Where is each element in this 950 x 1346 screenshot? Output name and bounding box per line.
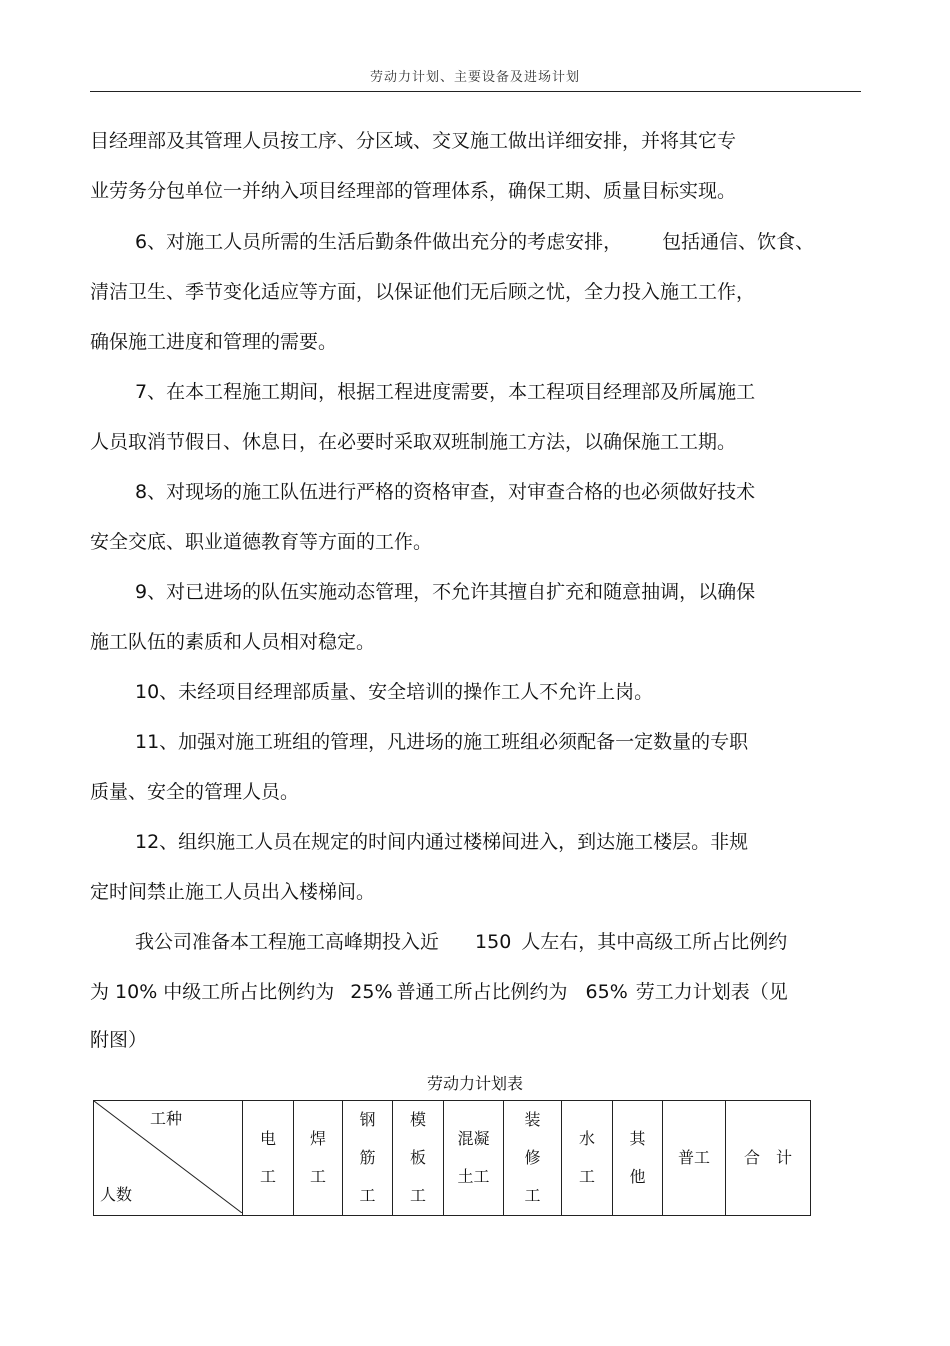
paragraph-line: 施工队伍的素质和人员相对稳定。 (90, 631, 376, 653)
paragraph-text: 人左右，其中高级工所占比例约 (521, 931, 788, 953)
paragraph-line: 业劳务分包单位一并纳入项目经理部的管理体系，确保工期、质量目标实现。 (90, 180, 737, 202)
paragraph-line: 安全交底、职业道德教育等方面的工作。 (90, 531, 433, 553)
paragraph-line: 10、未经项目经理部质量、安全培训的操作工人不允许上岗。 (135, 681, 654, 703)
column-header: 装修工 (504, 1101, 562, 1216)
paragraph-text: 为 10% (90, 981, 158, 1003)
paragraph-line: 定时间禁止施工人员出入楼梯间。 (90, 881, 376, 903)
column-header: 混凝土工 (444, 1101, 504, 1216)
paragraph-line: 清洁卫生、季节变化适应等方面，以保证他们无后顾之忧，全力投入施工工作， (90, 281, 756, 303)
labor-plan-table (93, 1100, 811, 1216)
column-header: 水工 (562, 1101, 613, 1216)
column-header: 电工 (243, 1101, 294, 1216)
paragraph-number: 150 (475, 931, 512, 953)
paragraph-line: 12、组织施工人员在规定的时间内通过楼梯间进入，到达施工楼层。非规 (135, 831, 749, 853)
header-rule (90, 91, 861, 92)
column-header: 合 计 (726, 1101, 811, 1216)
paragraph-text: 中级工所占比例约为 (163, 981, 335, 1003)
paragraph-text: 6、对施工人员所需的生活后勤条件做出充分的考虑安排， (135, 231, 623, 253)
paragraph-line (135, 230, 814, 254)
page-header: 劳动力计划、主要设备及进场计划 (369, 70, 580, 85)
paragraph-text: 普通工所占比例约为 (396, 981, 568, 1003)
paragraph-line: 8、对现场的施工队伍进行严格的资格审查，对审查合格的也必须做好技术 (135, 481, 756, 503)
column-header: 钢筋工 (343, 1101, 393, 1216)
corner-label-count: 人数 (100, 1185, 133, 1204)
paragraph-line: 7、在本工程施工期间，根据工程进度需要，本工程项目经理部及所属施工 (135, 381, 756, 403)
paragraph-line: 人员取消节假日、休息日，在必要时采取双班制施工方法，以确保施工工期。 (90, 431, 737, 453)
paragraph-text: 包括通信、饮食、 (662, 231, 815, 253)
paragraph-line: 确保施工进度和管理的需要。 (90, 331, 338, 353)
paragraph-line: 目经理部及其管理人员按工序、分区域、交叉施工做出详细安排，并将其它专 (90, 130, 737, 152)
table-title: 劳动力计划表 (426, 1074, 523, 1093)
paragraph-number: 65% (585, 981, 628, 1003)
paragraph-number: 25% (350, 981, 393, 1003)
table-header-row (94, 1101, 811, 1216)
paragraph-line: 11、加强对施工班组的管理，凡进场的施工班组必须配备一定数量的专职 (135, 731, 749, 753)
paragraph-line: 9、对已进场的队伍实施动态管理，不允许其擅自扩充和随意抽调，以确保 (135, 581, 756, 603)
paragraph-text: 劳工力计划表（见 (635, 981, 788, 1003)
corner-label-trade: 工种 (150, 1109, 183, 1128)
paragraph-line (90, 980, 788, 1004)
column-header: 普工 (663, 1101, 726, 1216)
diagonal-header-cell (94, 1101, 243, 1216)
column-header: 其他 (613, 1101, 663, 1216)
paragraph-line: 质量、安全的管理人员。 (90, 781, 300, 803)
paragraph-text: 我公司准备本工程施工高峰期投入近 (135, 931, 440, 953)
column-header: 焊工 (294, 1101, 343, 1216)
paragraph-line (135, 930, 787, 954)
paragraph-line: 附图） (90, 1029, 148, 1051)
column-header: 模板工 (393, 1101, 444, 1216)
